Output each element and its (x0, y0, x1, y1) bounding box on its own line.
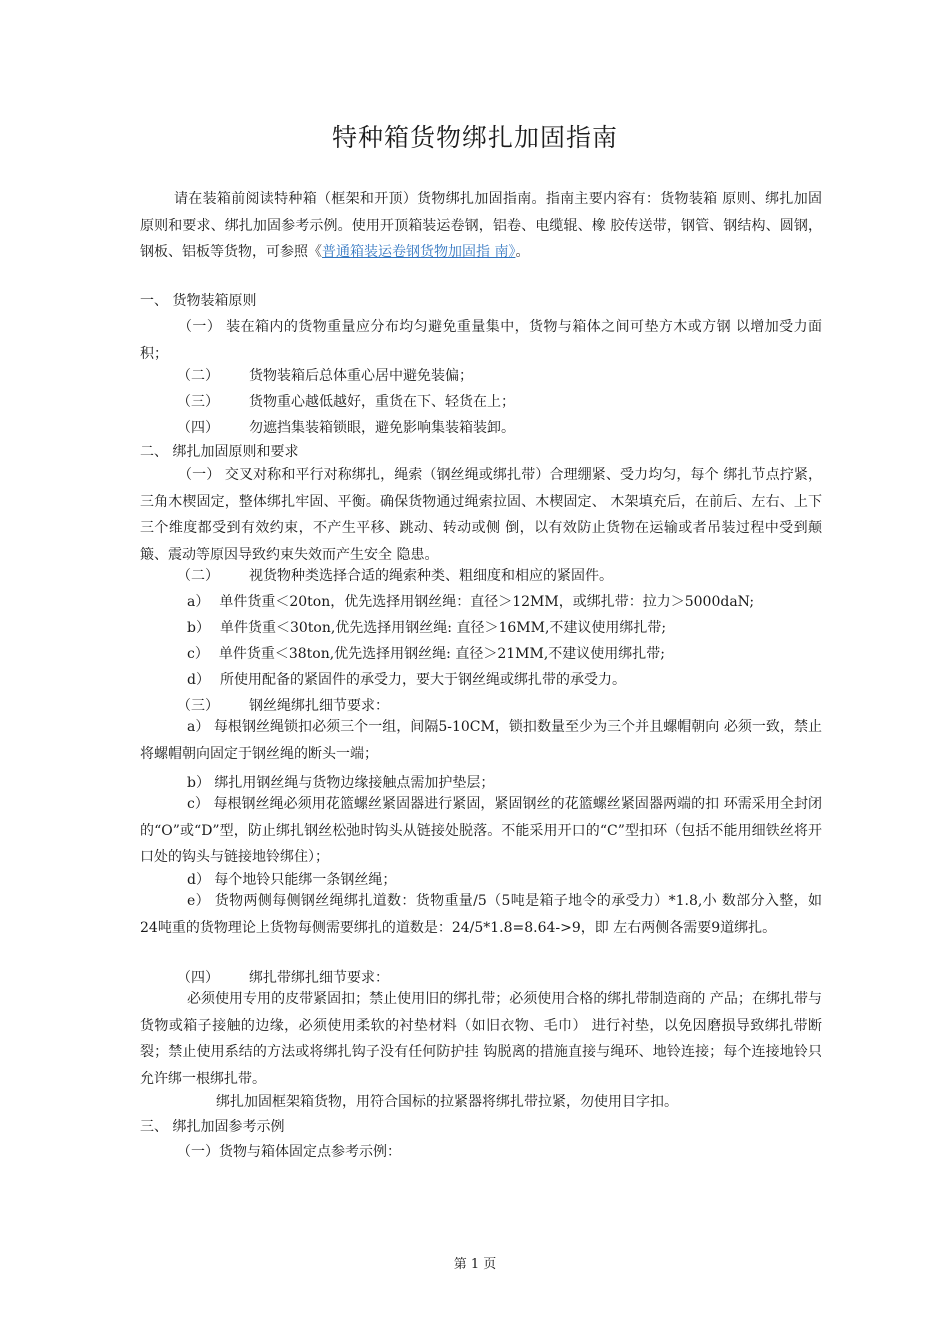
wire-rope-rule-c: c） 每根钢丝绳必须用花篮螺丝紧固器进行紧固，紧固钢丝的花篮螺丝紧固器两端的扣 环需采用全封闭的“O”或“D”型，防止绑扎钢丝松弛时钩头从链接处脱落。不能采用开口的“C”型扣环（包括不能用细铁丝将开口处的钩头与链接地铃绑住）； (140, 796, 822, 865)
item-label: d） (187, 672, 210, 688)
item-text: 单件货重＜20ton，优先选择用钢丝绳：直径＞12MM，或绑扎带：拉力＞5000daN; (219, 594, 755, 610)
section-3-heading: 三、 绑扎加固参考示例 (140, 1119, 285, 1135)
wire-rope-rule-e: e） 货物两侧每侧钢丝绳绑扎道数：货物重量/5（5吨是箱子地令的承受力）*1.8,小 数部分入整，如24吨重的货物理论上货物每侧需要绑扎的道数是：24/5*1.8=8.64->9，即 左右两侧各需要9道绑扎。 (140, 893, 822, 936)
wire-rope-rule-a: a） 每根钢丝绳锁扣必须三个一组，间隔5-10CM，锁扣数量至少为三个并且螺帽朝向 必须一致，禁止将螺帽朝向固定于钢丝绳的断头一端； (140, 719, 822, 762)
weight-rule-d (187, 669, 626, 691)
section-1-item-2 (177, 365, 473, 387)
strap-rules-paragraph: 必须使用专用的皮带紧固扣；禁止使用旧的绑扎带；必须使用合格的绑扎带制造商的 产品；在绑扎带与货物或箱子接触的边缘，必须使用柔软的衬垫材料（如旧衣物、毛巾） 进行衬垫，以免因磨损导致绑扎带断裂；禁止使用系结的方法或将绑扎钩子没有任何防护挂 钩脱离的措施直接与绳环、地铃连接；每个连接地铃只允许绑一根绑扎带。 (140, 991, 822, 1087)
item-text: 货物装箱后总体重心居中避免装偏； (249, 368, 473, 384)
section-1-item-3 (177, 391, 515, 413)
item-text: 所使用配备的紧固件的承受力，要大于钢丝绳或绑扎带的承受力。 (219, 672, 626, 688)
intro-paragraph (140, 186, 822, 266)
intro-after: 。 (515, 244, 530, 260)
item-text: 货物重心越低越好，重货在下、轻货在上； (249, 394, 515, 410)
item-label: c） (187, 646, 209, 662)
section-2-item-2 (177, 565, 613, 587)
weight-rule-a (187, 591, 754, 613)
document-title: 特种箱货物绑扎加固指南 (331, 123, 618, 152)
item-label: （三） (177, 698, 219, 714)
item-label: （四） (177, 420, 219, 436)
item-label: b） (187, 620, 210, 636)
wire-rope-rule-b: b） 绑扎用钢丝绳与货物边缘接触点需加护垫层； (187, 775, 495, 791)
item-text: 单件货重＜38ton,优先选择用钢丝绳: 直径＞21MM,不建议使用绑扎带; (218, 646, 665, 662)
item-label: （四） (177, 970, 219, 986)
section-1-item-1: （一） 装在箱内的货物重量应分布均匀避免重量集中，货物与箱体之间可垫方木或方钢 以增加受力面积； (140, 319, 822, 362)
section-3-item-1: （一）货物与箱体固定点参考示例： (177, 1144, 401, 1160)
intro-text: 请在装箱前阅读特种箱（框架和开顶）货物绑扎加固指南。指南主要内容有：货物装箱 原则、绑扎加固原则和要求、绑扎加固参考示例。使用开顶箱装运卷钢，铝卷、电缆辊、橡 胶传送带，钢管、钢结构、圆钢，钢板、铝板等货物，可参照《 (140, 191, 822, 260)
item-text: 单件货重＜30ton,优先选择用钢丝绳: 直径＞16MM,不建议使用绑扎带; (219, 620, 667, 636)
reference-guide-link[interactable]: 普通箱装运卷钢货物加固指 南》 (322, 244, 516, 260)
item-label: （三） (177, 394, 219, 410)
page-number: 第 1 页 (453, 1257, 497, 1272)
item-text: 钢丝绳绑扎细节要求： (249, 698, 389, 714)
section-2-heading: 二、 绑扎加固原则和要求 (140, 444, 299, 460)
weight-rule-c (187, 643, 665, 665)
frame-container-note: 绑扎加固框架箱货物，用符合国标的拉紧器将绑扎带拉紧，勿使用目字扣。 (216, 1094, 678, 1110)
section-1-item-4 (177, 417, 515, 439)
item-text: 勿遮挡集装箱锁眼，避免影响集装箱装卸。 (249, 420, 515, 436)
item-text: 绑扎带绑扎细节要求： (249, 970, 389, 986)
weight-rule-b (187, 617, 666, 639)
item-label: a） (187, 594, 210, 610)
section-1-heading: 一、 货物装箱原则 (140, 293, 257, 309)
section-2-item-1: （一） 交叉对称和平行对称绑扎，绳索（钢丝绳或绑扎带）合理绷紧、受力均匀，每个 绑扎节点拧紧，三角木楔固定，整体绑扎牢固、平衡。确保货物通过绳索拉固、木楔固定、 木架填充后，在前后、左右、上下三个维度都受到有效约束，不产生平移、跳动、转动或侧 倒，以有效防止货物在运输或者吊装过程中受到颠簸、震动等原因导致约束失效而产生安全 隐患。 (140, 467, 822, 563)
item-text: 视货物种类选择合适的绳索种类、粗细度和相应的紧固件。 (249, 568, 613, 584)
wire-rope-rule-d: d） 每个地铃只能绑一条钢丝绳； (187, 872, 397, 888)
item-label: （二） (177, 568, 219, 584)
item-label: （二） (177, 368, 219, 384)
